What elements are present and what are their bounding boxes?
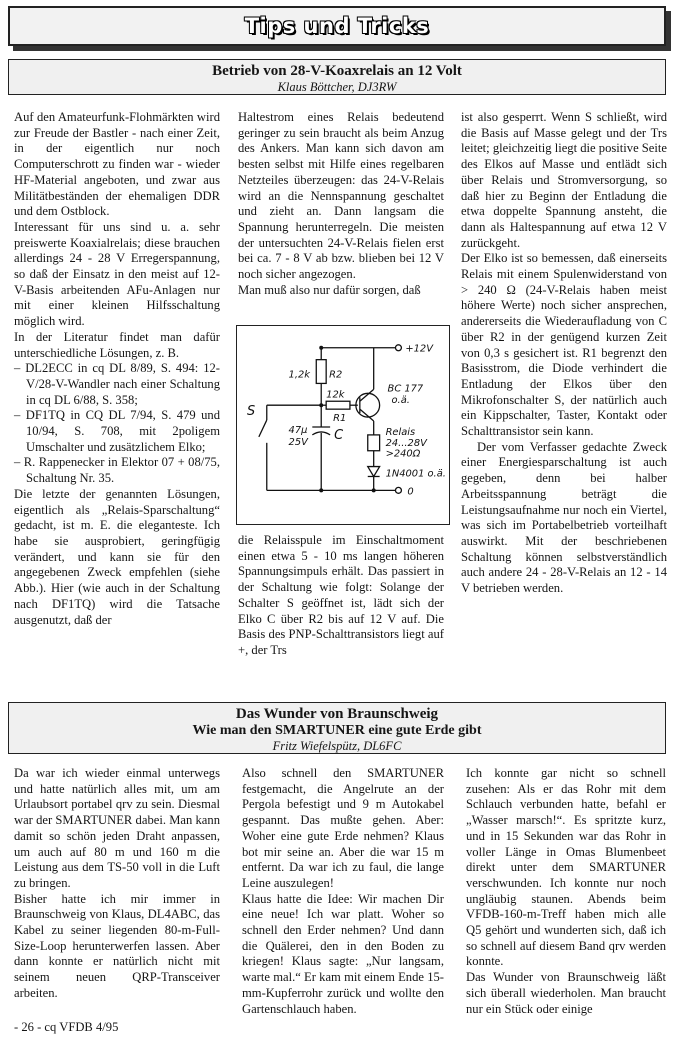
a1c1-paragraph-4: Die letzte der genannten Lösungen, eigentlich als „Relais-Sparschaltung“ gedacht, ist m. E. die eleganteste. Ich habe sie ausprobiert, geringfügig verändert, und kann sie für den angegebenen Zweck empfehlen (siehe Abb.). Hier (wie auch in der Schaltung nach DF1TQ) wird die Tatsache ausgenutzt, daß der <box>14 486 220 627</box>
a2c2-paragraph-2: Klaus hatte die Idee: Wir machen Dir eine neue! Ich war platt. Woher so schnell den Erder nehmen? Und dann die Quälerei, den in den Boden zu kriegen! Klaus sagte: „Nur langsam, warte mal.“ Er kam mit einem Ende 15-mm-Kupferrohr zurück und wollte den Gartenschlauch haben. <box>242 891 444 1016</box>
a1c2-paragraph-2: Man muß also nur dafür sorgen, daß <box>238 282 421 297</box>
a1c2-paragraph-3: die Relaisspule im Einschaltmoment einen etwa 5 - 10 ms langen höheren Spannungsimpuls erhält. Das passiert in der Schaltung wie folgt: Solange der Schalter S geöffnet ist, lädt sich der Elko C über R2 bis auf 12 V auf. Die Basis des PNP-Schalttransistors liegt auf +, der Trs <box>238 533 444 657</box>
page-header <box>8 6 666 46</box>
reference-list <box>14 361 220 487</box>
a1c3-paragraph-2: Der Elko ist so bemessen, daß einerseits Relais mit einem Spulenwiderstand von > 240 Ω (24-V-Relais haben meist höhere Werte) noch sicher ansprechen, andererseits die Wiederaufladung von C über R2 in der genügend kurzen Zeit von 0,3 s gesichert ist. R1 begrenzt den Basisstrom, die Diode verhindert die Entladung der Elkos über den Mikrofonschalter S, der natürlich auch ein Kippschalter, Taster, Kontakt oder Schalttransistor sein kann. <box>461 251 667 439</box>
label-r2-name: R2 <box>329 369 343 381</box>
label-transistor-sub: o.ä. <box>391 395 410 407</box>
label-cap-value: 47µ <box>288 424 308 436</box>
label-transistor: BC 177 <box>387 383 424 395</box>
label-switch: S <box>246 404 256 420</box>
label-r1-value: 12k <box>326 389 345 401</box>
page-footer: - 26 - cq VFDB 4/95 <box>14 1020 119 1034</box>
list-item: – R. Rappenecker in Elektor 07 + 08/75, Schaltung Nr. 35. <box>14 455 220 486</box>
list-item: – DF1TQ in CQ DL 7/94, S. 479 und 10/94, S. 708, mit 2poligem Umschalter und zusätzlichem Elko; <box>14 408 220 454</box>
article2-subtitle: Wie man den SMARTUNER eine gute Erde gibt <box>192 723 482 738</box>
a1c2-paragraph-1: Haltestrom eines Relais bedeutend geringer zu sein braucht als beim Anzug des Ankers. Man kann sich davon am besten selbst mit Hilfe eines regelbaren Netzteiles überzeugen: das 24-V-Relais wird an die Nennspannung geschaltet und zieht an. Dann langsam die Spannung herunterregeln. Die meisten der untersuchten 24-V-Relais fielen erst bei ca. 7 - 8 V ab bzw. blieben bei 12 V noch sicher angezogen. <box>238 110 444 282</box>
header-title: Tips und Tricks <box>244 14 430 38</box>
label-r2-value: 1,2k <box>288 369 310 381</box>
article1-author: Klaus Böttcher, DJ3RW <box>277 80 397 94</box>
article2-column-3 <box>466 766 666 1017</box>
article2-heading <box>8 702 666 754</box>
article2-column-2 <box>242 766 444 1017</box>
article1-column-2-top <box>238 110 444 298</box>
article1-column-2-bottom <box>238 533 444 659</box>
a2c2-paragraph-1: Also schnell den SMARTUNER festgemacht, die Angelrute an der Pergola befestigt und 9 m Autokabel gespannt. Das mußte gehen. Aber: Woher eine gute Erde nehmen? Klaus bot mir seine an. Aber die war 15 m entfernt. Da war ich zu faul, die lange Leine auszulegen! <box>242 766 444 890</box>
a2c3-paragraph-2: Das Wunder von Braunschweig läßt sich überall wiederholen. Man braucht nur ein Stück oder einige <box>466 970 666 1016</box>
a1c1-paragraph-2: Interessant für uns sind u. a. sehr preiswerte Koaxialrelais; diese brauchen allerdings 24 - 28 V Erregerspannung, so daß der Einsatz in den meist auf 12-V-Basis arbeitenden AFu-Anlagen nur mit einer kleinen Hilfsschaltung möglich wird. <box>14 219 220 329</box>
article2-title: Das Wunder von Braunschweig <box>235 706 439 722</box>
label-cap-name: C <box>334 427 344 443</box>
label-plus-12v: +12V <box>405 343 433 355</box>
label-r1-name: R1 <box>333 413 347 425</box>
a1c1-paragraph-3: In der Literatur findet man dafür unterschiedliche Lösungen, z. B. <box>14 329 220 360</box>
relay-schematic <box>236 325 450 525</box>
article1-title: Betrieb von 28-V-Koaxrelais an 12 Volt <box>212 63 462 79</box>
a1c1-paragraph-1: Auf den Amateurfunk-Flohmärkten wird zur Freude der Bastler - nach einer Zeit, in der eigentlich nur noch Computerschrott zu finden war - wieder HF-Material angeboten, und zwar aus Militätbeständen der ehemaligen DDR und dem Ostblock. <box>14 110 220 219</box>
a1c3-paragraph-3: Der vom Verfasser gedachte Zweck einer Energiesparschaltung ist auch gegeben, denn bei halber Arbeitsspannung beträgt die Leistungsaufnahme nur noch ein Viertel, was sich im Portabelbetrieb vorteilhaft auswirkt. Mit der beschriebenen Schaltung können selbstverständlich auch andere 24 - 28-V-Relais an 12 - 14 V betrieben werden. <box>461 439 667 596</box>
a2c3-paragraph-1: Ich konnte gar nicht so schnell zusehen: Als er das Rohr mit dem Schlauch verbunden hatte, befahl er „Wasser marsch!“. Es spritzte kurz, und in 15 Sekunden war das Rohr in voller Länge in Omas Blumenbeet direkt unter dem SMARTUNER verschwunden. Ich konnte nur noch ungläubig staunen. Abends beim VFDB-160-m-Treff haben mich alle Q5 gehört und wunderten sich, daß ich so schnell auf diesem Band qrv werden konnte. <box>466 766 666 969</box>
list-item: – DL2ECC in cq DL 8/89, S. 494: 12-V/28-V-Wandler nach einer Schaltung in cq DL 6/88, S. 358; <box>14 361 220 407</box>
a2c1-paragraph-2: Bisher hatte ich mir immer in Braunschweig von Klaus, DL4ABC, das Kabel zu seiner liegenden 80-m-Full-Size-Loop herunterwerfen lassen. Aber dann konnte er natürlich nicht mit seinem neuen QRP-Transceiver arbeiten. <box>14 891 220 1000</box>
label-diode: 1N4001 o.ä. <box>385 468 446 480</box>
label-relay-resistance: >240Ω <box>385 448 421 460</box>
article1-column-1 <box>14 110 220 628</box>
label-relay-voltage: 24...28V <box>385 437 427 449</box>
article1-heading <box>8 59 666 95</box>
label-ground: 0 <box>407 486 414 498</box>
label-relay-name: Relais <box>385 426 416 438</box>
a1c3-paragraph-1: ist also gesperrt. Wenn S schließt, wird die Basis auf Masse gelegt und der Trs leitet; gleichzeitig liegt die positive Seite des Elkos auf Masse und entlädt sich über Relais und Stromversorgung, so daß hier zu Beginn der Entladung die etwa doppelte Spannung ansteht, die dann als Haltespannung auf etwa 12 V zurückgeht. <box>461 110 667 250</box>
article2-author: Fritz Wiefelspütz, DL6FC <box>272 739 402 753</box>
label-cap-voltage: 25V <box>288 436 308 448</box>
article2-column-1 <box>14 766 220 1002</box>
article1-column-3 <box>461 110 667 597</box>
a2c1-paragraph-1: Da war ich wieder einmal unterwegs und hatte natürlich alles mit, um am Urlaubsort portabel qrv zu sein. Diesmal war der SMARTUNER dabei. Man kann damit so schön jeden Draht anpassen, um auch auf 80 m und 160 m die Leistung aus dem TS-50 voll in die Luft zu bringen. <box>14 766 220 890</box>
schematic-drawing <box>237 326 449 524</box>
